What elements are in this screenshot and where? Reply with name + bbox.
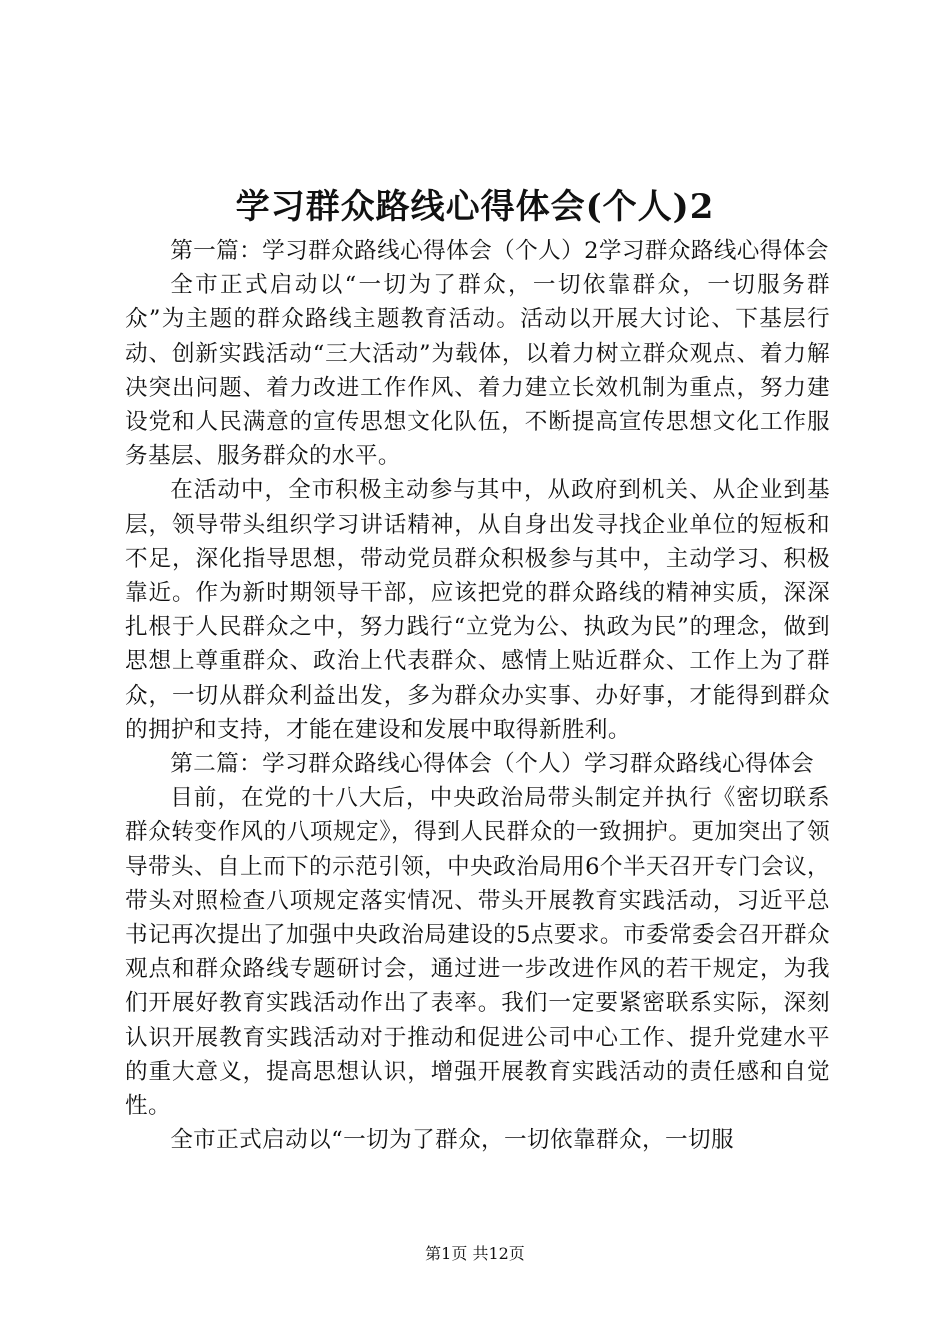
document-body [125, 234, 830, 1157]
paragraph: 在活动中，全市积极主动参与其中，从政府到机关、从企业到基层，领导带头组织学习讲话精神，从自身出发寻找企业单位的短板和不足，深化指导思想，带动党员群众积极参与其中，主动学习、积极靠近。作为新时期领导干部，应该把党的群众路线的精神实质，深深扎根于人民群众之中，努力践行“立党为公、执政为民”的理念，做到思想上尊重群众、政治上代表群众、感情上贴近群众、工作上为了群众，一切从群众利益出发，多为群众办实事、办好事，才能得到群众的拥护和支持，才能在建设和发展中取得新胜利。 [125, 477, 830, 743]
page-footer: 第1页 共12页 [425, 1244, 525, 1263]
paragraph: 全市正式启动以“一切为了群众，一切依靠群众，一切服务群众”为主题的群众路线主题教育活动。活动以开展大讨论、下基层行动、创新实践活动“三大活动”为载体，以着力树立群众观点、着力解决突出问题、着力改进工作作风、着力建立长效机制为重点，努力建设党和人民满意的宣传思想文化队伍，不断提高宣传思想文化工作服务基层、服务群众的水平。 [125, 272, 830, 470]
paragraph: 第一篇：学习群众路线心得体会（个人）2学习群众路线心得体会 [170, 238, 829, 264]
paragraph: 第二篇：学习群众路线心得体会（个人）学习群众路线心得体会 [170, 751, 815, 778]
paragraph: 全市正式启动以“一切为了群众，一切依靠群众，一切服 [170, 1127, 734, 1154]
paragraph: 目前，在党的十八大后，中央政治局带头制定并执行《密切联系群众转变作风的八项规定》，得到人民群众的一致拥护。更加突出了领导带头、自上而下的示范引领，中央政治局用6个半天召开专门会议，带头对照检查八项规定落实情况、带头开展教育实践活动，习近平总书记再次提出了加强中央政治局建设的5点要求。市委常委会召开群众观点和群众路线专题研讨会，通过进一步改进作风的若干规定，为我们开展好教育实践活动作出了表率。我们一定要紧密联系实际，深刻认识开展教育实践活动对于推动和促进公司中心工作、提升党建水平的重大意义，提高思想认识，增强开展教育实践活动的责任感和自觉性。 [125, 785, 830, 1120]
document-title: 学习群众路线心得体会(个人)2 [235, 187, 715, 227]
